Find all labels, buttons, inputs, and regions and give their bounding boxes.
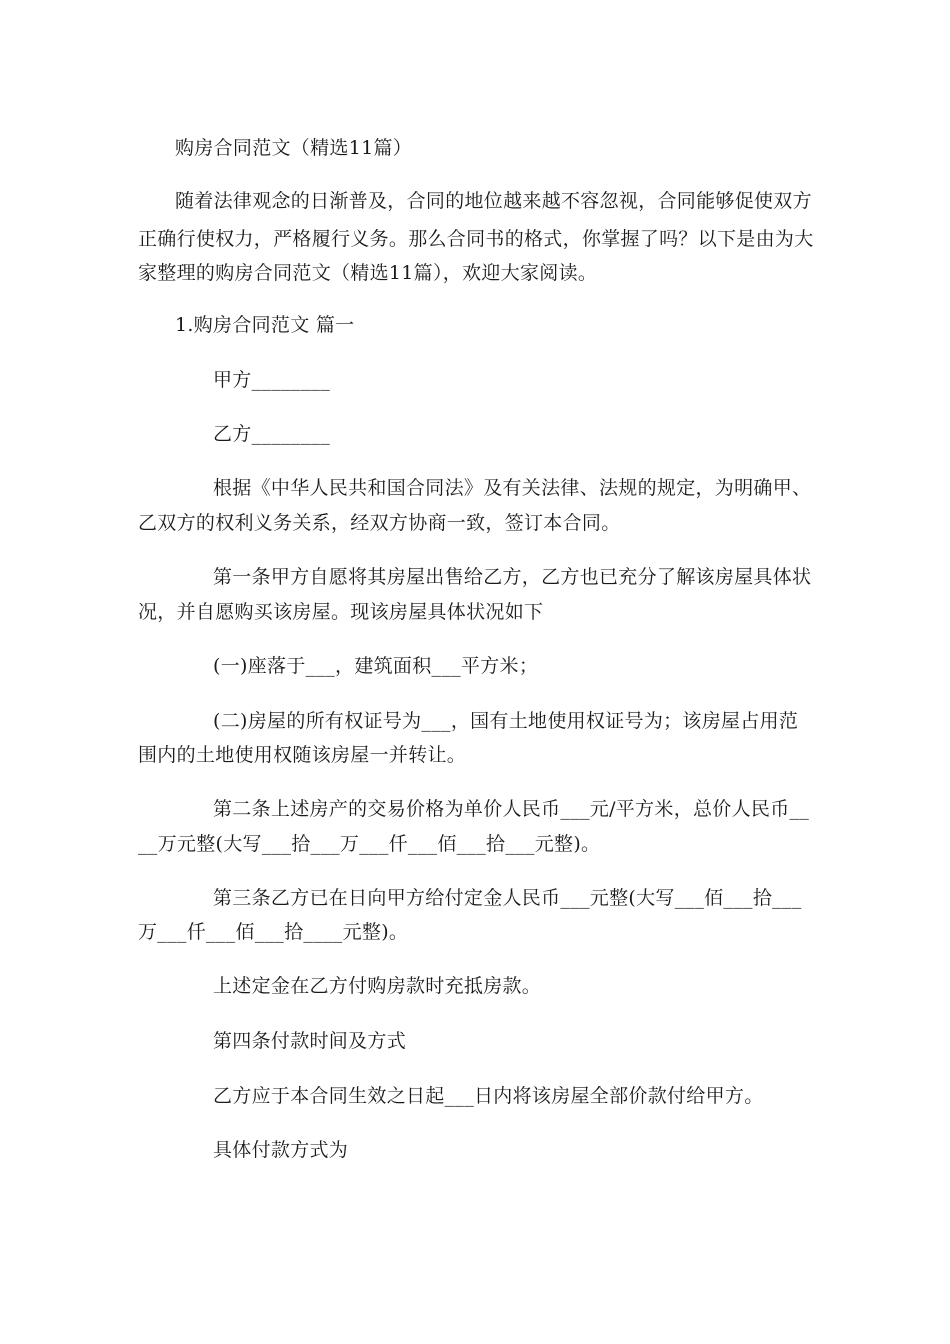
article1-line-1: 第一条甲方自愿将其房屋出售给乙方，乙方也已充分了解该房屋具体状 bbox=[213, 566, 812, 588]
basis-line-1: 根据《中华人民共和国合同法》及有关法律、法规的规定，为明确甲、 bbox=[213, 477, 812, 499]
party-a-line: 甲方________ bbox=[213, 369, 330, 391]
intro-line-1: 随着法律观念的日渐普及，合同的地位越来越不容忽视，合同能够促使双方 bbox=[175, 190, 812, 212]
article3-line-1: 第三条乙方已在日向甲方给付定金人民币___元整(大写___佰___拾___ bbox=[213, 887, 802, 909]
article1-line-2: 况，并自愿购买该房屋。现该房屋具体状况如下 bbox=[138, 601, 544, 623]
item2-line-1: (二)房屋的所有权证号为___，国有土地使用权证号为；该房屋占用范 bbox=[213, 710, 799, 732]
article4-heading: 第四条付款时间及方式 bbox=[213, 1030, 407, 1052]
article4-text: 乙方应于本合同生效之日起___日内将该房屋全部价款付给甲方。 bbox=[213, 1085, 764, 1107]
intro-line-2: 正确行使权力，严格履行义务。那么合同书的格式，你掌握了吗？以下是由为大 bbox=[138, 228, 814, 250]
item2-line-2: 围内的土地使用权随该房屋一并转让。 bbox=[138, 744, 467, 766]
payment-method-line: 具体付款方式为 bbox=[213, 1139, 349, 1161]
article2-line-2: __万元整(大写___拾___万___仟___佰___拾___元整)。 bbox=[138, 833, 601, 855]
basis-line-2: 乙双方的权利义务关系，经双方协商一致，签订本合同。 bbox=[138, 512, 621, 534]
article2-line-1: 第二条上述房产的交易价格为单价人民币___元/平方米，总价人民币__ bbox=[213, 798, 810, 820]
item1-line: (一)座落于___，建筑面积___平方米； bbox=[213, 655, 539, 677]
document-title: 购房合同范文（精选11篇） bbox=[175, 137, 413, 159]
intro-line-3: 家整理的购房合同范文（精选11篇），欢迎大家阅读。 bbox=[138, 262, 598, 284]
party-b-line: 乙方________ bbox=[213, 423, 330, 445]
deposit-note: 上述定金在乙方付购房款时充抵房款。 bbox=[213, 975, 542, 997]
article3-line-2: 万___仟___佰___拾____元整)。 bbox=[138, 921, 409, 943]
section-heading: 1.购房合同范文 篇一 bbox=[175, 314, 355, 336]
